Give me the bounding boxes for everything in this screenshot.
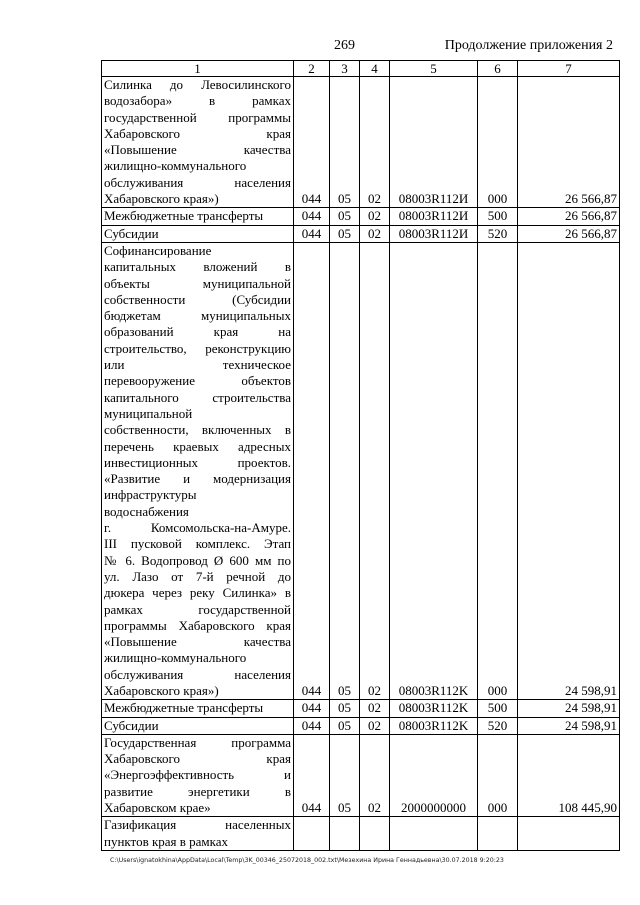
description-line: дюкера через реку Силинка» в — [104, 585, 291, 601]
code-target-cell: 08003R112K — [390, 700, 478, 717]
description-line: Межбюджетные трансферты — [104, 208, 264, 224]
code-section-cell: 05 — [330, 77, 360, 208]
description-line: Софинансирование — [104, 242, 212, 258]
description-line: перевооружение объектов — [104, 373, 291, 389]
amount-cell: 24 598,91 — [518, 700, 620, 717]
code-section-cell: 05 — [330, 208, 360, 225]
description-line: Хабаровском крае» — [104, 800, 211, 816]
description-line: образований края на — [104, 324, 291, 340]
page-number: 269 — [334, 38, 355, 53]
description-line: Субсидии — [104, 225, 159, 241]
description-line: жилищно-коммунального — [104, 158, 247, 174]
description-line: III пусковой комплекс. Этап — [104, 536, 291, 552]
description-line: обслуживания населения — [104, 174, 291, 190]
code-expense-type-cell: 000 — [478, 734, 518, 816]
table-row — [102, 225, 620, 242]
table-row — [102, 717, 620, 734]
description-line: рамках государственной — [104, 601, 291, 617]
code-subsection-cell — [360, 817, 390, 851]
code-target-cell: 08003R112И — [390, 208, 478, 225]
row-description — [102, 734, 294, 816]
file-path-footer: C:\Users\ignatokhina\AppData\Local\Temp\3K_00346_25072018_002.txt\Мезехина Ирина Геннадьевна\30.07.2018 9:20:23 — [110, 857, 504, 864]
description-line: Хабаровского края») — [104, 682, 219, 698]
code-target-cell — [390, 817, 478, 851]
code-section-cell: 05 — [330, 700, 360, 717]
description-line: жилищно-коммунального — [104, 650, 247, 666]
table-row — [102, 77, 620, 208]
description-line: развитие энергетики в — [104, 783, 291, 799]
code-target-cell: 2000000000 — [390, 734, 478, 816]
description-line: № 6. Водопровод Ø 600 мм по — [104, 552, 291, 568]
code-expense-type-cell: 520 — [478, 225, 518, 242]
amount-cell — [518, 817, 620, 851]
description-line: Межбюджетные трансферты — [104, 700, 264, 716]
description-line: «Энергоэффективность и — [104, 767, 291, 783]
table-row — [102, 700, 620, 717]
code-section-cell — [330, 817, 360, 851]
amount-cell: 108 445,90 — [518, 734, 620, 816]
table-row — [102, 208, 620, 225]
code-target-cell: 08003R112K — [390, 717, 478, 734]
continuation-label: Продолжение приложения 2 — [444, 38, 613, 53]
column-header: 2 — [294, 61, 330, 77]
description-line: объекты муниципальной — [104, 275, 291, 291]
code-subsection-cell: 02 — [360, 208, 390, 225]
row-description — [102, 717, 294, 734]
code-admin-cell: 044 — [294, 208, 330, 225]
description-line: Газификация населенных — [104, 817, 291, 833]
code-section-cell: 05 — [330, 717, 360, 734]
amount-cell: 24 598,91 — [518, 242, 620, 699]
description-line: собственности (Субсидии — [104, 291, 291, 307]
code-admin-cell: 044 — [294, 242, 330, 699]
code-expense-type-cell: 000 — [478, 77, 518, 208]
code-expense-type-cell — [478, 817, 518, 851]
description-line: «Развитие и модернизация — [104, 471, 291, 487]
description-line: бюджетам муниципальных — [104, 308, 291, 324]
budget-table — [101, 60, 620, 851]
code-admin-cell: 044 — [294, 77, 330, 208]
table-header-row — [102, 61, 620, 77]
description-line: государственной программы — [104, 109, 291, 125]
code-expense-type-cell: 500 — [478, 208, 518, 225]
code-subsection-cell: 02 — [360, 242, 390, 699]
code-admin-cell: 044 — [294, 717, 330, 734]
row-description — [102, 77, 294, 208]
column-header: 3 — [330, 61, 360, 77]
code-admin-cell: 044 — [294, 225, 330, 242]
description-line: программы Хабаровского края — [104, 617, 291, 633]
code-target-cell: 08003R112K — [390, 242, 478, 699]
column-header: 5 — [390, 61, 478, 77]
row-description — [102, 817, 294, 851]
description-line: капитальных вложений в — [104, 259, 291, 275]
description-line: «Повышение качества — [104, 142, 291, 158]
description-line: или техническое — [104, 357, 291, 373]
description-line: Хабаровского края — [104, 125, 291, 141]
code-admin-cell — [294, 817, 330, 851]
code-section-cell: 05 — [330, 225, 360, 242]
description-line: инфраструктуры — [104, 487, 197, 503]
description-line: Субсидии — [104, 717, 159, 733]
code-expense-type-cell: 000 — [478, 242, 518, 699]
row-description — [102, 242, 294, 699]
code-subsection-cell: 02 — [360, 225, 390, 242]
code-section-cell: 05 — [330, 242, 360, 699]
code-subsection-cell: 02 — [360, 734, 390, 816]
amount-cell: 26 566,87 — [518, 77, 620, 208]
code-admin-cell: 044 — [294, 734, 330, 816]
amount-cell: 26 566,87 — [518, 225, 620, 242]
description-line: водоснабжения — [104, 503, 189, 519]
amount-cell: 26 566,87 — [518, 208, 620, 225]
code-expense-type-cell: 500 — [478, 700, 518, 717]
code-subsection-cell: 02 — [360, 77, 390, 208]
description-line: Хабаровского края») — [104, 191, 219, 207]
column-header: 7 — [518, 61, 620, 77]
description-line: капитального строительства — [104, 389, 291, 405]
table-row — [102, 817, 620, 851]
description-line: муниципальной — [104, 405, 193, 421]
column-header: 1 — [102, 61, 294, 77]
code-subsection-cell: 02 — [360, 717, 390, 734]
table-row — [102, 242, 620, 699]
description-line: перечень краевых адресных — [104, 438, 291, 454]
code-section-cell: 05 — [330, 734, 360, 816]
description-line: инвестиционных проектов. — [104, 454, 291, 470]
amount-cell: 24 598,91 — [518, 717, 620, 734]
description-line: Хабаровского края — [104, 751, 291, 767]
description-line: водозабора» в рамках — [104, 93, 291, 109]
description-line: собственности, включенных в — [104, 422, 291, 438]
description-line: пунктов края в рамках — [104, 833, 229, 849]
description-line: г. Комсомольска-на-Амуре. — [104, 520, 291, 536]
row-description — [102, 208, 294, 225]
row-description — [102, 700, 294, 717]
description-line: «Повышение качества — [104, 634, 291, 650]
row-description — [102, 225, 294, 242]
description-line: обслуживания населения — [104, 666, 291, 682]
code-subsection-cell: 02 — [360, 700, 390, 717]
description-line: Силинка до Левосилинского — [104, 77, 291, 92]
description-line: Государственная программа — [104, 734, 291, 750]
description-line: строительство, реконструкцию — [104, 340, 291, 356]
code-target-cell: 08003R112И — [390, 77, 478, 208]
code-target-cell: 08003R112И — [390, 225, 478, 242]
code-admin-cell: 044 — [294, 700, 330, 717]
column-header: 6 — [478, 61, 518, 77]
description-line: ул. Лазо от 7-й речной до — [104, 568, 291, 584]
code-expense-type-cell: 520 — [478, 717, 518, 734]
column-header: 4 — [360, 61, 390, 77]
table-row — [102, 734, 620, 816]
